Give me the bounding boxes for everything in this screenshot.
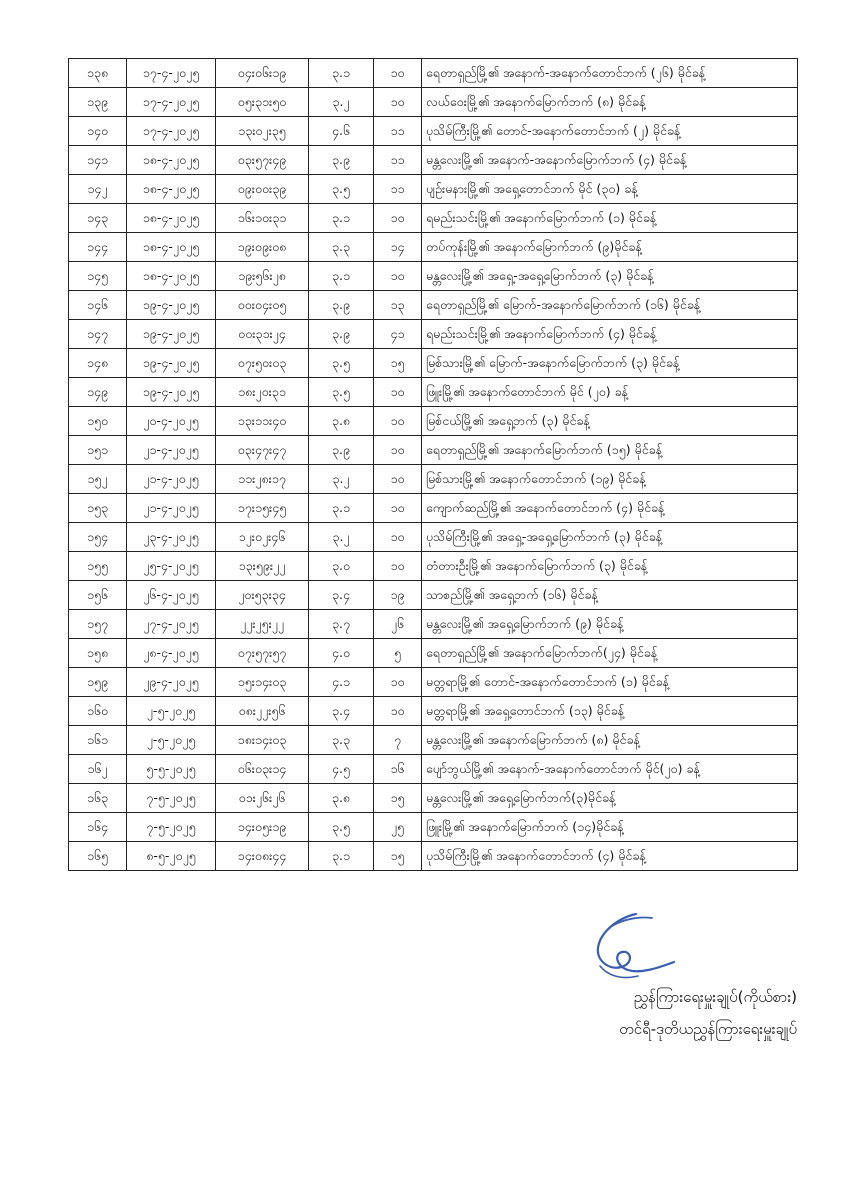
cell-date: ၁၈-၄-၂၀၂၅ — [127, 233, 216, 262]
cell-location: မန္တလေးမြို့၏ အနောက်မြောက်ဘက် (၈) မိုင်ခန့် — [422, 726, 798, 755]
cell-number: ၁၅၀ — [69, 407, 127, 436]
cell-date: ၇-၅-၂၀၂၅ — [127, 784, 216, 813]
cell-number: ၁၄၄ — [69, 233, 127, 262]
cell-magnitude: ၃.၈ — [309, 407, 374, 436]
cell-location: ဖြူးမြို့၏ အနောက်မြောက်ဘက် (၁၄)မိုင်ခန့် — [422, 813, 798, 842]
cell-number: ၁၅၃ — [69, 494, 127, 523]
cell-depth: ၁၅ — [374, 842, 422, 871]
cell-time: ၀၈း၂၂း၅၆ — [216, 697, 309, 726]
cell-location: မတ္တရာမြို့၏ တောင်-အနောက်တောင်ဘက် (၁) မိုင်ခန့် — [422, 668, 798, 697]
cell-number: ၁၄၃ — [69, 204, 127, 233]
cell-date: ၇-၅-၂၀၂၅ — [127, 813, 216, 842]
table-row — [69, 610, 798, 639]
cell-date: ၂၈-၄-၂၀၂၅ — [127, 639, 216, 668]
cell-date: ၂၉-၄-၂၀၂၅ — [127, 668, 216, 697]
cell-date: ၁၇-၄-၂၀၂၅ — [127, 117, 216, 146]
cell-magnitude: ၃.၁ — [309, 842, 374, 871]
table-row — [69, 117, 798, 146]
cell-date: ၂၁-၄-၂၀၂၅ — [127, 465, 216, 494]
cell-location: ရေတာရှည်မြို့၏ အနောက်မြောက်ဘက်(၂၄) မိုင်ခန့် — [422, 639, 798, 668]
cell-magnitude: ၃.၁ — [309, 204, 374, 233]
cell-date: ၁၉-၄-၂၀၂၅ — [127, 349, 216, 378]
cell-depth: ၁၅ — [374, 784, 422, 813]
cell-time: ၀၀း၀၄း၀၅ — [216, 291, 309, 320]
table-body — [69, 59, 798, 871]
cell-location: သာစည်မြို့၏ အရှေ့ဘက် (၁၆) မိုင်ခန့် — [422, 581, 798, 610]
cell-magnitude: ၃.၉ — [309, 436, 374, 465]
cell-time: ၀၁း၂၆း၂၆ — [216, 784, 309, 813]
cell-time: ၁၁း၂၈း၁၇ — [216, 465, 309, 494]
cell-magnitude: ၄.၁ — [309, 668, 374, 697]
cell-location: ရမည်းသင်းမြို့၏ အနောက်မြောက်ဘက် (၄) မိုင်ခန့် — [422, 320, 798, 349]
cell-location: လယ်ဝေးမြို့၏ အနောက်မြောက်ဘက် (၈) မိုင်ခန့် — [422, 88, 798, 117]
cell-date: ၁၈-၄-၂၀၂၅ — [127, 204, 216, 233]
table-row — [69, 262, 798, 291]
cell-date: ၁၇-၄-၂၀၂၅ — [127, 88, 216, 117]
cell-depth: ၂၅ — [374, 813, 422, 842]
cell-magnitude: ၄.၀ — [309, 639, 374, 668]
cell-number: ၁၆၃ — [69, 784, 127, 813]
cell-date: ၂-၅-၂၀၂၅ — [127, 697, 216, 726]
cell-time: ၁၄း၀၅း၁၉ — [216, 813, 309, 842]
cell-magnitude: ၃.၃ — [309, 726, 374, 755]
cell-magnitude: ၃.၉ — [309, 291, 374, 320]
cell-depth: ၁၀ — [374, 204, 422, 233]
cell-location: ရေတာရှည်မြို့၏ အနောက်မြောက်ဘက် (၁၅) မိုင်ခန့် — [422, 436, 798, 465]
cell-magnitude: ၃.၅ — [309, 378, 374, 407]
cell-time: ၁၃း၅၉း၂၂ — [216, 552, 309, 581]
cell-number: ၁၅၅ — [69, 552, 127, 581]
cell-date: ၂၁-၄-၂၀၂၅ — [127, 436, 216, 465]
cell-time: ၀၄း၀၆း၁၉ — [216, 59, 309, 88]
cell-depth: ၁၃ — [374, 291, 422, 320]
cell-number: ၁၄၉ — [69, 378, 127, 407]
signature-image — [578, 906, 698, 984]
cell-location: ရေတာရှည်မြို့၏ မြောက်-အနောက်မြောက်ဘက် (၁၆) မိုင်ခန့် — [422, 291, 798, 320]
cell-magnitude: ၃.၄ — [309, 581, 374, 610]
cell-magnitude: ၃.၅ — [309, 813, 374, 842]
table-row — [69, 291, 798, 320]
table-row — [69, 784, 798, 813]
table-row — [69, 813, 798, 842]
cell-depth: ၄၁ — [374, 320, 422, 349]
cell-location: မန္တလေးမြို့၏ အရှေ့မြောက်ဘက် (၉) မိုင်ခန့် — [422, 610, 798, 639]
cell-number: ၁၆၁ — [69, 726, 127, 755]
cell-depth: ၂၆ — [374, 610, 422, 639]
cell-number: ၁၆၄ — [69, 813, 127, 842]
table-row — [69, 755, 798, 784]
cell-location: မြစ်သားမြို့၏ အနောက်တောင်ဘက် (၁၉) မိုင်ခန့် — [422, 465, 798, 494]
cell-number: ၁၄၁ — [69, 146, 127, 175]
cell-location: ပုသိမ်ကြီးမြို့၏ အနောက်တောင်ဘက် (၄) မိုင်ခန့် — [422, 842, 798, 871]
cell-magnitude: ၃.၇ — [309, 610, 374, 639]
cell-time: ၂၀း၅၃း၃၄ — [216, 581, 309, 610]
cell-location: ရေတာရှည်မြို့၏ အနောက်-အနောက်တောင်ဘက် (၂၆) မိုင်ခန့် — [422, 59, 798, 88]
cell-depth: ၁၁ — [374, 175, 422, 204]
cell-depth: ၁၁ — [374, 146, 422, 175]
cell-location: ကျောက်ဆည်မြို့၏ အနောက်တောင်ဘက် (၄) မိုင်ခန့် — [422, 494, 798, 523]
cell-time: ၀၇း၅၀း၀၃ — [216, 349, 309, 378]
cell-magnitude: ၃.၉ — [309, 320, 374, 349]
table-row — [69, 581, 798, 610]
cell-number: ၁၅၇ — [69, 610, 127, 639]
signatory-name: တင်ရီ-ဒုတိယညွှန်ကြားရေးမှူးချုပ် — [619, 1020, 797, 1038]
cell-magnitude: ၄.၅ — [309, 755, 374, 784]
cell-magnitude: ၃.၅ — [309, 175, 374, 204]
cell-time: ၀၉း၀၀း၃၉ — [216, 175, 309, 204]
cell-number: ၁၅၆ — [69, 581, 127, 610]
cell-location: တပ်ကုန်းမြို့၏ အနောက်မြောက်ဘက် (၉)မိုင်ခန့် — [422, 233, 798, 262]
table-row — [69, 726, 798, 755]
cell-time: ၁၃း၀၂း၃၅ — [216, 117, 309, 146]
cell-date: ၁၈-၄-၂၀၂၅ — [127, 262, 216, 291]
cell-number: ၁၄၈ — [69, 349, 127, 378]
table-row — [69, 494, 798, 523]
table-row — [69, 465, 798, 494]
cell-depth: ၁၀ — [374, 59, 422, 88]
cell-depth: ၁၀ — [374, 552, 422, 581]
cell-number: ၁၆၀ — [69, 697, 127, 726]
table-row — [69, 88, 798, 117]
cell-time: ၀၅း၃၁း၅၀ — [216, 88, 309, 117]
table-row — [69, 59, 798, 88]
cell-time: ၀၆း၀၃း၁၄ — [216, 755, 309, 784]
cell-depth: ၁၀ — [374, 523, 422, 552]
cell-depth: ၅ — [374, 639, 422, 668]
cell-depth: ၁၀ — [374, 436, 422, 465]
cell-time: ၂၂း၂၅း၂၂ — [216, 610, 309, 639]
cell-location: မန္တလေးမြို့၏ အနောက်-အနောက်မြောက်ဘက် (၄) မိုင်ခန့် — [422, 146, 798, 175]
cell-time: ၁၂း၀၂း၄၆ — [216, 523, 309, 552]
cell-depth: ၁၀ — [374, 494, 422, 523]
table-row — [69, 204, 798, 233]
cell-location: ပုသိမ်ကြီးမြို့၏ အရှေ့-အရှေ့မြောက်ဘက် (၃) မိုင်ခန့် — [422, 523, 798, 552]
cell-date: ၁၉-၄-၂၀၂၅ — [127, 378, 216, 407]
table-row — [69, 639, 798, 668]
cell-depth: ၁၀ — [374, 697, 422, 726]
cell-time: ၁၇း၁၅း၄၅ — [216, 494, 309, 523]
cell-number: ၁၄၆ — [69, 291, 127, 320]
earthquake-table — [68, 58, 798, 871]
cell-number: ၁၅၂ — [69, 465, 127, 494]
cell-location: ရမည်းသင်းမြို့၏ အနောက်မြောက်ဘက် (၁) မိုင်ခန့် — [422, 204, 798, 233]
cell-date: ၅-၅-၂၀၂၅ — [127, 755, 216, 784]
table-row — [69, 233, 798, 262]
cell-number: ၁၄၀ — [69, 117, 127, 146]
table-row — [69, 436, 798, 465]
cell-number: ၁၅၁ — [69, 436, 127, 465]
cell-depth: ၁၀ — [374, 262, 422, 291]
cell-depth: ၁၀ — [374, 407, 422, 436]
cell-date: ၂၇-၄-၂၀၂၅ — [127, 610, 216, 639]
cell-number: ၁၆၅ — [69, 842, 127, 871]
cell-location: ပျော်ဘွယ်မြို့၏ အနောက်-အနောက်တောင်ဘက် မိုင်(၂၀) ခန့် — [422, 755, 798, 784]
cell-date: ၂၁-၄-၂၀၂၅ — [127, 494, 216, 523]
cell-date: ၂-၅-၂၀၂၅ — [127, 726, 216, 755]
cell-number: ၁၃၈ — [69, 59, 127, 88]
table-row — [69, 697, 798, 726]
cell-depth: ၁၀ — [374, 668, 422, 697]
cell-date: ၁၈-၄-၂၀၂၅ — [127, 146, 216, 175]
cell-number: ၁၄၂ — [69, 175, 127, 204]
cell-magnitude: ၃.၉ — [309, 146, 374, 175]
cell-number: ၁၅၉ — [69, 668, 127, 697]
table-row — [69, 668, 798, 697]
cell-magnitude: ၃.၂ — [309, 523, 374, 552]
cell-date: ၁၇-၄-၂၀၂၅ — [127, 59, 216, 88]
cell-number: ၁၄၇ — [69, 320, 127, 349]
cell-depth: ၁၉ — [374, 581, 422, 610]
cell-depth: ၁၁ — [374, 117, 422, 146]
table-row — [69, 349, 798, 378]
cell-location: ဖြူးမြို့၏ အနောက်တောင်ဘက် မိုင် (၂၀) ခန့် — [422, 378, 798, 407]
cell-time: ၁၄း၀၈း၄၄ — [216, 842, 309, 871]
cell-magnitude: ၃.၅ — [309, 349, 374, 378]
cell-time: ၁၃း၁၁း၄၀ — [216, 407, 309, 436]
cell-magnitude: ၃.၈ — [309, 784, 374, 813]
cell-time: ၁၉း၀၉း၀၈ — [216, 233, 309, 262]
signatory-title: ညွှန်ကြားရေးမှူးချုပ်(ကိုယ်စား) — [633, 988, 797, 1006]
table-row — [69, 552, 798, 581]
cell-number: ၁၆၂ — [69, 755, 127, 784]
cell-time: ၀၇း၅၇း၅၇ — [216, 639, 309, 668]
cell-location: မြစ်သားမြို့၏ မြောက်-အနောက်မြောက်ဘက် (၃) မိုင်ခန့် — [422, 349, 798, 378]
cell-location: မြစ်ငယ်မြို့၏ အရှေ့ဘက် (၃) မိုင်ခန့် — [422, 407, 798, 436]
cell-date: ၈-၅-၂၀၂၅ — [127, 842, 216, 871]
cell-location: မတ္တရာမြို့၏ အရှေ့တောင်ဘက် (၁၃) မိုင်ခန့် — [422, 697, 798, 726]
cell-time: ၀၃း၄၇း၄၇ — [216, 436, 309, 465]
cell-time: ၁၆း၁၀း၃၁ — [216, 204, 309, 233]
cell-time: ၁၈း၁၄း၀၃ — [216, 726, 309, 755]
table-row — [69, 378, 798, 407]
cell-magnitude: ၃.၁ — [309, 59, 374, 88]
cell-magnitude: ၃.၃ — [309, 233, 374, 262]
cell-time: ၁၈း၂၀း၃၁ — [216, 378, 309, 407]
cell-depth: ၁၀ — [374, 465, 422, 494]
cell-location: တံတားဦးမြို့၏ အနောက်မြောက်ဘက် (၃) မိုင်ခန့် — [422, 552, 798, 581]
cell-date: ၁၈-၄-၂၀၂၅ — [127, 175, 216, 204]
cell-magnitude: ၃.၀ — [309, 552, 374, 581]
cell-location: ပုသိမ်ကြီးမြို့၏ တောင်-အနောက်တောင်ဘက် (၂) မိုင်ခန့် — [422, 117, 798, 146]
table-row — [69, 175, 798, 204]
table-row — [69, 407, 798, 436]
cell-number: ၁၅၄ — [69, 523, 127, 552]
cell-number: ၁၅၈ — [69, 639, 127, 668]
cell-time: ၁၉း၅၆း၂၈ — [216, 262, 309, 291]
cell-magnitude: ၃.၁ — [309, 262, 374, 291]
cell-depth: ၁၀ — [374, 378, 422, 407]
cell-magnitude: ၃.၄ — [309, 697, 374, 726]
cell-location: ပျဉ်းမနားမြို့၏ အရှေ့တောင်ဘက် မိုင် (၃၀) ခန့် — [422, 175, 798, 204]
cell-depth: ၁၄ — [374, 233, 422, 262]
cell-location: မန္တလေးမြို့၏ အရှေ့မြောက်ဘက်(၃)မိုင်ခန့် — [422, 784, 798, 813]
cell-date: ၂၅-၄-၂၀၂၅ — [127, 552, 216, 581]
table-row — [69, 320, 798, 349]
cell-time: ၀၃း၅၇း၄၉ — [216, 146, 309, 175]
cell-depth: ၇ — [374, 726, 422, 755]
cell-date: ၁၉-၄-၂၀၂၅ — [127, 291, 216, 320]
table-row — [69, 842, 798, 871]
cell-magnitude: ၃.၂ — [309, 88, 374, 117]
table-row — [69, 146, 798, 175]
cell-time: ၀၀း၃၁း၂၄ — [216, 320, 309, 349]
cell-number: ၁၃၉ — [69, 88, 127, 117]
cell-date: ၂၆-၄-၂၀၂၅ — [127, 581, 216, 610]
cell-depth: ၁၀ — [374, 88, 422, 117]
cell-time: ၁၅း၁၄း၀၃ — [216, 668, 309, 697]
cell-depth: ၁၅ — [374, 349, 422, 378]
cell-location: မန္တလေးမြို့၏ အရှေ့-အရှေ့မြောက်ဘက် (၃) မိုင်ခန့် — [422, 262, 798, 291]
cell-magnitude: ၃.၁ — [309, 494, 374, 523]
cell-date: ၂၀-၄-၂၀၂၅ — [127, 407, 216, 436]
cell-depth: ၁၆ — [374, 755, 422, 784]
cell-magnitude: ၃.၂ — [309, 465, 374, 494]
cell-number: ၁၄၅ — [69, 262, 127, 291]
cell-date: ၁၉-၄-၂၀၂၅ — [127, 320, 216, 349]
table-row — [69, 523, 798, 552]
cell-date: ၂၃-၄-၂၀၂၅ — [127, 523, 216, 552]
cell-magnitude: ၄.၆ — [309, 117, 374, 146]
